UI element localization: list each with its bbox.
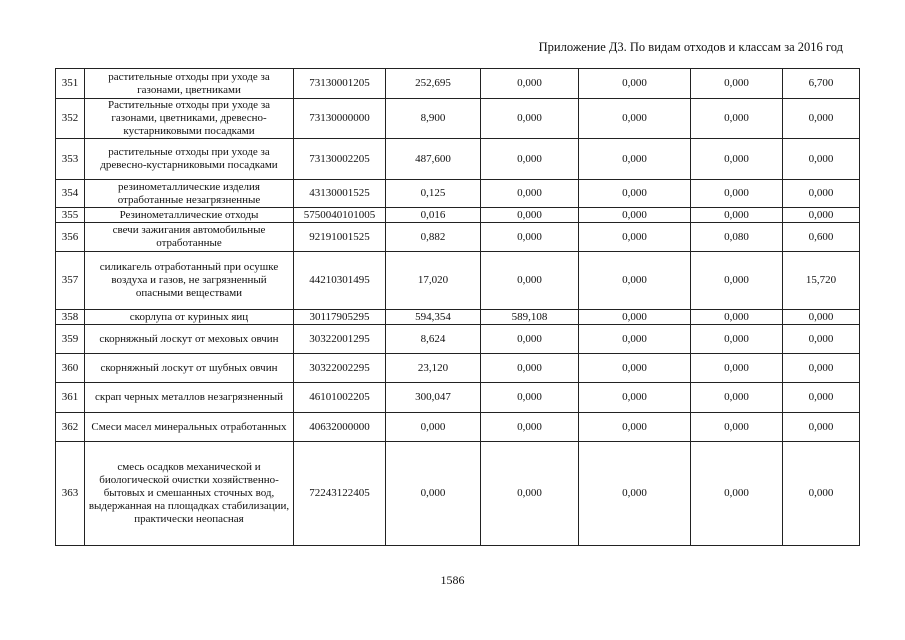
value-cell-1: 0,882 xyxy=(386,223,481,252)
value-cell-4: 0,000 xyxy=(691,354,783,383)
table-row xyxy=(56,442,860,546)
table-row xyxy=(56,325,860,354)
value-cell-3: 0,000 xyxy=(579,383,691,413)
value-cell-2: 589,108 xyxy=(481,310,579,325)
value-cell-1: 0,000 xyxy=(386,413,481,442)
waste-name-cell: скорняжный лоскут от меховых овчин xyxy=(85,325,294,354)
value-cell-4: 0,000 xyxy=(691,252,783,310)
value-cell-1: 8,624 xyxy=(386,325,481,354)
waste-code-cell: 73130001205 xyxy=(294,69,386,99)
row-number-cell: 361 xyxy=(56,383,85,413)
waste-code-cell: 72243122405 xyxy=(294,442,386,546)
value-cell-1: 0,125 xyxy=(386,180,481,208)
value-cell-3: 0,000 xyxy=(579,413,691,442)
value-cell-5: 0,000 xyxy=(783,180,860,208)
waste-table-body xyxy=(56,69,860,546)
table-row xyxy=(56,310,860,325)
waste-name-cell: скрап черных металлов незагрязненный xyxy=(85,383,294,413)
value-cell-3: 0,000 xyxy=(579,208,691,223)
table-row xyxy=(56,180,860,208)
row-number-cell: 353 xyxy=(56,139,85,180)
value-cell-2: 0,000 xyxy=(481,383,579,413)
row-number-cell: 351 xyxy=(56,69,85,99)
value-cell-4: 0,000 xyxy=(691,413,783,442)
value-cell-5: 6,700 xyxy=(783,69,860,99)
table-row xyxy=(56,252,860,310)
value-cell-5: 0,000 xyxy=(783,442,860,546)
waste-name-cell: скорняжный лоскут от шубных овчин xyxy=(85,354,294,383)
table-row xyxy=(56,223,860,252)
page-number: 1586 xyxy=(440,573,465,587)
value-cell-2: 0,000 xyxy=(481,223,579,252)
table-row xyxy=(56,69,860,99)
value-cell-5: 15,720 xyxy=(783,252,860,310)
value-cell-3: 0,000 xyxy=(579,139,691,180)
value-cell-4: 0,000 xyxy=(691,325,783,354)
value-cell-4: 0,080 xyxy=(691,223,783,252)
table-row xyxy=(56,208,860,223)
value-cell-3: 0,000 xyxy=(579,69,691,99)
value-cell-1: 594,354 xyxy=(386,310,481,325)
value-cell-3: 0,000 xyxy=(579,252,691,310)
table-row xyxy=(56,139,860,180)
value-cell-1: 0,000 xyxy=(386,442,481,546)
value-cell-4: 0,000 xyxy=(691,442,783,546)
value-cell-5: 0,000 xyxy=(783,413,860,442)
waste-code-cell: 30322001295 xyxy=(294,325,386,354)
value-cell-2: 0,000 xyxy=(481,139,579,180)
row-number-cell: 354 xyxy=(56,180,85,208)
value-cell-3: 0,000 xyxy=(579,180,691,208)
value-cell-5: 0,000 xyxy=(783,99,860,139)
value-cell-2: 0,000 xyxy=(481,252,579,310)
value-cell-5: 0,600 xyxy=(783,223,860,252)
value-cell-4: 0,000 xyxy=(691,383,783,413)
waste-name-cell: скорлупа от куриных яиц xyxy=(85,310,294,325)
value-cell-4: 0,000 xyxy=(691,99,783,139)
waste-name-cell: Резинометаллические отходы xyxy=(85,208,294,223)
value-cell-2: 0,000 xyxy=(481,325,579,354)
row-number-cell: 359 xyxy=(56,325,85,354)
waste-code-cell: 43130001525 xyxy=(294,180,386,208)
value-cell-1: 252,695 xyxy=(386,69,481,99)
waste-name-cell: Растительные отходы при уходе за газонами, цветниками, древесно-кустарниковыми посадками xyxy=(85,99,294,139)
value-cell-1: 487,600 xyxy=(386,139,481,180)
value-cell-3: 0,000 xyxy=(579,310,691,325)
value-cell-1: 8,900 xyxy=(386,99,481,139)
row-number-cell: 358 xyxy=(56,310,85,325)
waste-name-cell: резинометаллические изделия отработанные незагрязненные xyxy=(85,180,294,208)
waste-code-cell: 46101002205 xyxy=(294,383,386,413)
waste-name-cell: Смеси масел минеральных отработанных xyxy=(85,413,294,442)
waste-code-cell: 30322002295 xyxy=(294,354,386,383)
table-row xyxy=(56,99,860,139)
value-cell-5: 0,000 xyxy=(783,139,860,180)
waste-code-cell: 30117905295 xyxy=(294,310,386,325)
value-cell-5: 0,000 xyxy=(783,208,860,223)
value-cell-4: 0,000 xyxy=(691,139,783,180)
row-number-cell: 355 xyxy=(56,208,85,223)
row-number-cell: 360 xyxy=(56,354,85,383)
waste-name-cell: свечи зажигания автомобильные отработанные xyxy=(85,223,294,252)
waste-code-cell: 92191001525 xyxy=(294,223,386,252)
value-cell-1: 23,120 xyxy=(386,354,481,383)
value-cell-3: 0,000 xyxy=(579,354,691,383)
value-cell-2: 0,000 xyxy=(481,208,579,223)
value-cell-1: 0,016 xyxy=(386,208,481,223)
row-number-cell: 362 xyxy=(56,413,85,442)
page-header: Приложение Д3. По видам отходов и классам за 2016 год xyxy=(538,40,843,54)
value-cell-5: 0,000 xyxy=(783,383,860,413)
row-number-cell: 363 xyxy=(56,442,85,546)
value-cell-2: 0,000 xyxy=(481,413,579,442)
waste-name-cell: растительные отходы при уходе за газонами, цветниками xyxy=(85,69,294,99)
value-cell-3: 0,000 xyxy=(579,325,691,354)
table-row xyxy=(56,413,860,442)
value-cell-4: 0,000 xyxy=(691,180,783,208)
waste-code-cell: 73130002205 xyxy=(294,139,386,180)
row-number-cell: 352 xyxy=(56,99,85,139)
waste-name-cell: смесь осадков механической и биологической очистки хозяйственно- бытовых и смешанных сточных вод, выдержанная на площадках стабилизации, практически неопасная xyxy=(85,442,294,546)
value-cell-1: 300,047 xyxy=(386,383,481,413)
row-number-cell: 357 xyxy=(56,252,85,310)
value-cell-2: 0,000 xyxy=(481,99,579,139)
value-cell-3: 0,000 xyxy=(579,223,691,252)
waste-code-cell: 40632000000 xyxy=(294,413,386,442)
row-number-cell: 356 xyxy=(56,223,85,252)
value-cell-4: 0,000 xyxy=(691,310,783,325)
value-cell-2: 0,000 xyxy=(481,442,579,546)
waste-code-cell: 5750040101005 xyxy=(294,208,386,223)
value-cell-5: 0,000 xyxy=(783,310,860,325)
value-cell-2: 0,000 xyxy=(481,180,579,208)
table-row xyxy=(56,354,860,383)
waste-name-cell: силикагель отработанный при осушке воздуха и газов, не загрязненный опасными веществами xyxy=(85,252,294,310)
table-row xyxy=(56,383,860,413)
waste-code-cell: 44210301495 xyxy=(294,252,386,310)
value-cell-3: 0,000 xyxy=(579,442,691,546)
value-cell-3: 0,000 xyxy=(579,99,691,139)
waste-table xyxy=(55,68,860,546)
value-cell-5: 0,000 xyxy=(783,354,860,383)
value-cell-1: 17,020 xyxy=(386,252,481,310)
value-cell-5: 0,000 xyxy=(783,325,860,354)
value-cell-4: 0,000 xyxy=(691,208,783,223)
value-cell-2: 0,000 xyxy=(481,354,579,383)
value-cell-2: 0,000 xyxy=(481,69,579,99)
value-cell-4: 0,000 xyxy=(691,69,783,99)
waste-code-cell: 73130000000 xyxy=(294,99,386,139)
waste-name-cell: растительные отходы при уходе за древесно-кустарниковыми посадками xyxy=(85,139,294,180)
